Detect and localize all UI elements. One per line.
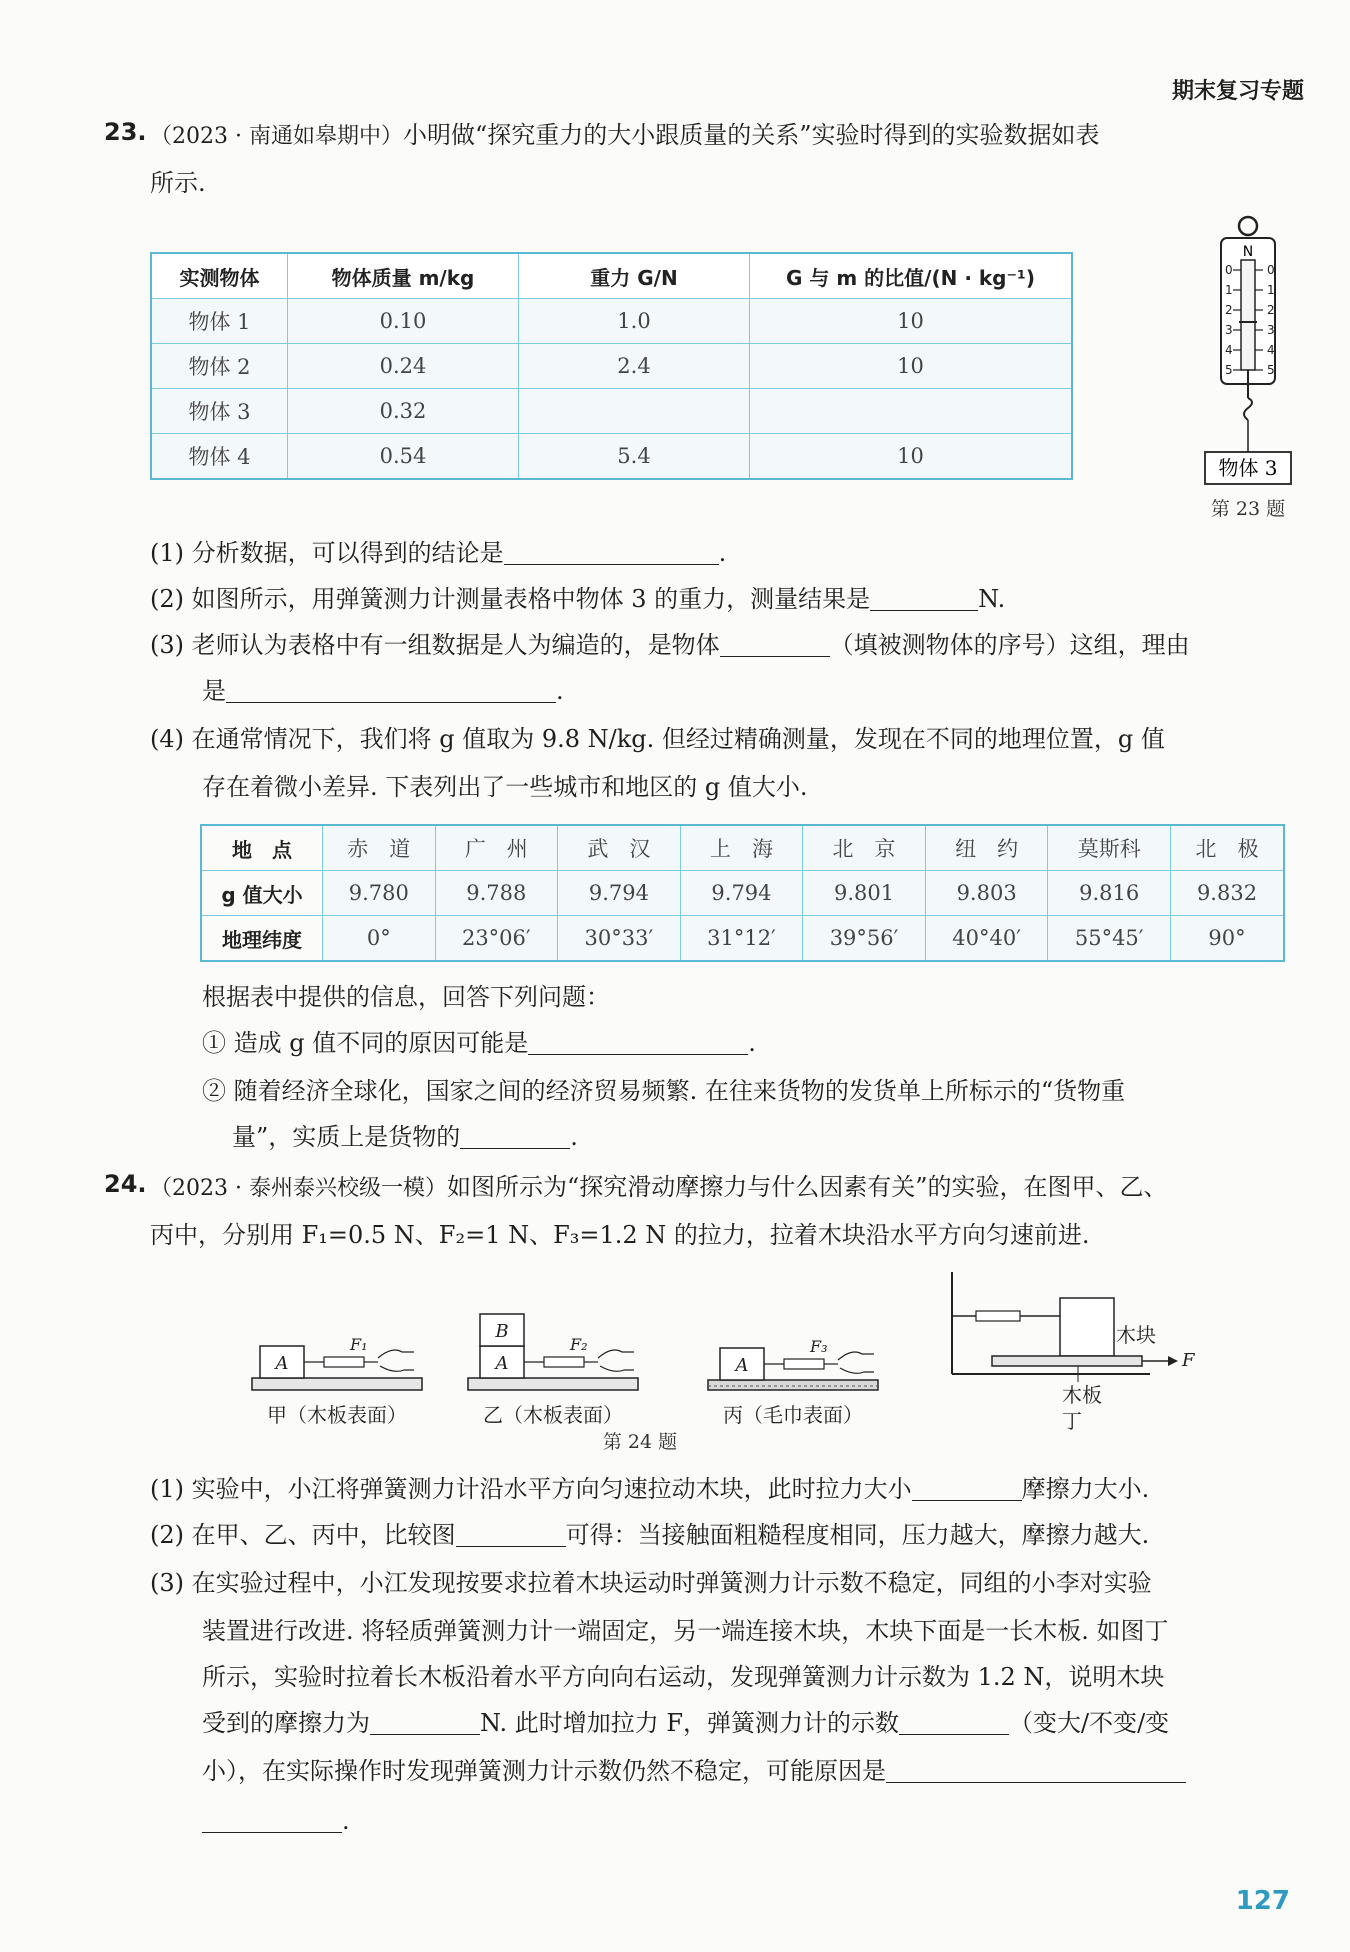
table-cell: 9.780 [323, 871, 436, 916]
q24-part1: (1) 实验中，小江将弹簧测力计沿水平方向匀速拉动木块，此时拉力大小 摩擦力大小. [150, 1475, 1150, 1503]
scale-label: 1 [1225, 283, 1233, 297]
q23-part2: (2) 如图所示，用弹簧测力计测量表格中物体 3 的重力，测量结果是 N. [150, 585, 1006, 613]
table-cell: 40°40′ [925, 916, 1048, 962]
row-label: 地 点 [201, 825, 323, 871]
figure-jia [252, 1335, 422, 1427]
question-24-source: （2023 · 泰州泰兴校级一模） [150, 1176, 447, 1201]
question-23-source: （2023 · 南通如皋期中） [150, 124, 403, 149]
q24-part3-line2: 装置进行改进. 将轻质弹簧测力计一端固定，另一端连接木块，木块下面是一长木板. 如图丁 [202, 1617, 1169, 1645]
table-row [151, 389, 1072, 434]
table-cell: 物体 2 [151, 344, 288, 389]
newton-mark: N [1242, 244, 1254, 260]
question-24-stem [150, 1170, 1290, 1206]
figure-24-caption: 第 24 题 [602, 1431, 678, 1453]
table-cell: 10 [750, 434, 1073, 480]
table-cell: 9.794 [680, 871, 803, 916]
q23-part3-cont: 是 . [202, 677, 564, 705]
figure-yi [468, 1314, 638, 1427]
block-a-label: A [735, 1355, 749, 1376]
table-cell: 物体 3 [151, 389, 288, 434]
figure-jia-caption: 甲（木板表面） [267, 1403, 407, 1427]
q23-part3: (3) 老师认为表格中有一组数据是人为编造的，是物体 （填被测物体的序号）这组，理由 [150, 631, 1190, 659]
table-cell: 广 州 [435, 825, 558, 871]
wood-board-label: 木板 [1062, 1383, 1102, 1407]
scale-label: 1 [1267, 283, 1275, 297]
table-cell: 90° [1171, 916, 1285, 962]
table-cell: 10 [750, 299, 1073, 344]
scale-label: 3 [1225, 323, 1233, 337]
spring-scale-figure [1185, 212, 1320, 532]
table-cell: 0° [323, 916, 436, 962]
q23-part4-prompt: 根据表中提供的信息，回答下列问题： [202, 983, 610, 1011]
table-cell: 0.54 [288, 434, 519, 480]
table-cell: 9.788 [435, 871, 558, 916]
table-cell: 30°33′ [558, 916, 681, 962]
page-number: 127 [1235, 1886, 1290, 1916]
question-23-stem [150, 118, 1290, 154]
table-cell: 1.0 [519, 299, 750, 344]
scale-label: 3 [1267, 323, 1275, 337]
table-cell: 赤 道 [323, 825, 436, 871]
figure-ding [952, 1272, 1196, 1433]
figure-yi-caption: 乙（木板表面） [483, 1403, 623, 1427]
question-23-stem-text: 小明做“探究重力的大小跟质量的关系”实验时得到的实验数据如表 [402, 121, 1100, 149]
force-f1-label: F₁ [350, 1335, 368, 1354]
table-cell: 9.803 [925, 871, 1048, 916]
object-3-label: 物体 3 [1218, 456, 1278, 480]
table-cell: 10 [750, 344, 1073, 389]
table-cell: 31°12′ [680, 916, 803, 962]
force-f3-label: F₃ [810, 1337, 828, 1356]
table-row [151, 299, 1072, 344]
q24-part3-line4: 受到的摩擦力为 N. 此时增加拉力 F，弹簧测力计的示数 （变大/不变/变 [202, 1709, 1170, 1737]
table-cell [519, 389, 750, 434]
figure-ding-caption: 丁 [1062, 1409, 1082, 1433]
table-header: 重力 G/N [519, 253, 750, 299]
q24-part3-line6: . [202, 1804, 1290, 1838]
table-cell: 9.816 [1048, 871, 1171, 916]
scale-label: 2 [1225, 303, 1233, 317]
question-23-stem-line2: 所示. [150, 169, 206, 197]
table-header: 物体质量 m/kg [288, 253, 519, 299]
q23-part4-sub2: ② 随着经济全球化，国家之间的经济贸易频繁. 在往来货物的发货单上所标示的“货物重 [202, 1077, 1126, 1105]
question-24-stem-text: 如图所示为“探究滑动摩擦力与什么因素有关”的实验，在图甲、乙、 [446, 1173, 1168, 1201]
table-cell: 0.32 [288, 389, 519, 434]
question-24-number: 24. [104, 1170, 147, 1198]
block-a-label: A [275, 1353, 289, 1374]
table-cell: 北 极 [1171, 825, 1285, 871]
table-cell: 0.10 [288, 299, 519, 344]
table-cell: 9.801 [803, 871, 926, 916]
block-a-label: A [495, 1353, 509, 1374]
table-cell: 23°06′ [435, 916, 558, 962]
scale-label: 2 [1267, 303, 1275, 317]
table-cell: 9.832 [1171, 871, 1285, 916]
table-row [151, 434, 1072, 480]
question-23-number: 23. [104, 118, 147, 146]
table-cell: 55°45′ [1048, 916, 1171, 962]
scale-label: 4 [1267, 343, 1275, 357]
mass-weight-table [150, 252, 1073, 480]
block-b-label: B [495, 1321, 509, 1342]
q24-part3: (3) 在实验过程中，小江发现按要求拉着木块运动时弹簧测力计示数不稳定，同组的小李对实验 [150, 1569, 1152, 1597]
table-cell: 武 汉 [558, 825, 681, 871]
row-label: 地理纬度 [201, 916, 323, 962]
table-cell: 物体 4 [151, 434, 288, 480]
q23-part4-sub2-cont: 量”，实质上是货物的 . [232, 1123, 578, 1151]
q23-part4-sub1: ① 造成 g 值不同的原因可能是 . [202, 1029, 756, 1057]
question-24-stem-line2: 丙中，分别用 F₁=0.5 N、F₂=1 N、F₃=1.2 N 的拉力，拉着木块沿水平方向匀速前进. [150, 1221, 1090, 1249]
table-cell [750, 389, 1073, 434]
table-cell: 0.24 [288, 344, 519, 389]
q24-part2: (2) 在甲、乙、丙中，比较图 可得：当接触面粗糙程度相同，压力越大，摩擦力越大. [150, 1521, 1150, 1549]
table-cell: 上 海 [680, 825, 803, 871]
force-f-label: F [1182, 1350, 1195, 1371]
table-cell: 9.794 [558, 871, 681, 916]
row-label: g 值大小 [201, 871, 323, 916]
table-header: G 与 m 的比值/(N · kg⁻¹) [750, 253, 1073, 299]
table-cell: 39°56′ [803, 916, 926, 962]
table-cell: 莫斯科 [1048, 825, 1171, 871]
section-header: 期末复习专题 [1171, 79, 1304, 104]
q23-part1: (1) 分析数据，可以得到的结论是 . [150, 539, 727, 567]
figure-bing-caption: 丙（毛巾表面） [723, 1403, 863, 1427]
q24-part3-line5: 小），在实际操作时发现弹簧测力计示数仍然不稳定，可能原因是 [202, 1754, 1290, 1788]
wood-block-label: 木块 [1116, 1323, 1156, 1347]
figure-23-caption: 第 23 题 [1210, 498, 1286, 520]
force-f2-label: F₂ [570, 1335, 588, 1354]
table-cell: 北 京 [803, 825, 926, 871]
table-row [151, 344, 1072, 389]
scale-label: 4 [1225, 343, 1233, 357]
table-cell: 纽 约 [925, 825, 1048, 871]
scale-label: 0 [1267, 263, 1275, 277]
figure-bing [708, 1337, 878, 1427]
scale-label: 5 [1225, 363, 1233, 377]
table-cell: 2.4 [519, 344, 750, 389]
q23-part4: (4) 在通常情况下，我们将 g 值取为 9.8 N/kg. 但经过精确测量，发现在不同的地理位置，g 值 [150, 725, 1165, 753]
table-cell: 物体 1 [151, 299, 288, 344]
scale-label: 5 [1267, 363, 1275, 377]
scale-label: 0 [1225, 263, 1233, 277]
q23-part4-line2: 存在着微小差异. 下表列出了一些城市和地区的 g 值大小. [202, 773, 808, 801]
table-header: 实测物体 [151, 253, 288, 299]
friction-experiment-figures [240, 1262, 1240, 1462]
q24-part3-line3: 所示，实验时拉着长木板沿着水平方向向右运动，发现弹簧测力计示数为 1.2 N，说明木块 [202, 1663, 1165, 1691]
table-cell: 5.4 [519, 434, 750, 480]
g-value-table [200, 824, 1285, 962]
